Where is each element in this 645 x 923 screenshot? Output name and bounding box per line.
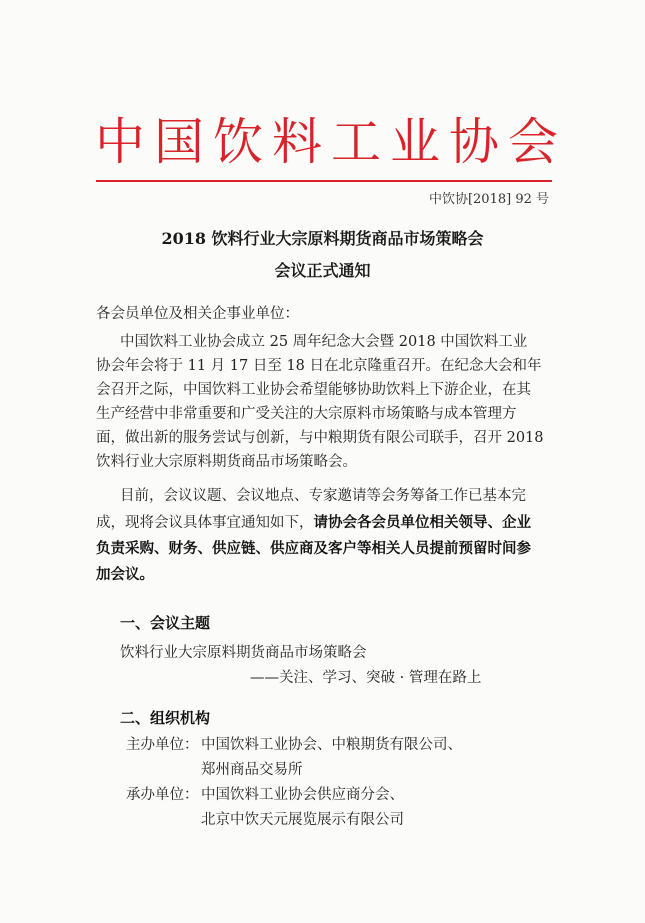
- notice-subtitle: 会议正式通知: [274, 261, 371, 280]
- section2-heading: 二、组织机构: [120, 709, 211, 727]
- organizer-line: 中国饮料工业协会供应商分会、: [201, 787, 404, 803]
- para2-line: 目前，会议议题、会议地点、专家邀请等会务筹备工作已基本完: [120, 488, 526, 504]
- para1-line: 生产经营中非常重要和广受关注的大宗原料市场策略与成本管理方: [96, 406, 517, 422]
- organizer-label: 承办单位：: [126, 787, 199, 803]
- para1-line: 中国饮料工业协会成立 25 周年纪念大会暨 2018 中国饮料工业: [120, 334, 528, 350]
- salutation: 各会员单位及相关企事业单位：: [96, 306, 299, 322]
- para2-normal-text: 成，现将会议具体事宜通知如下，: [96, 515, 314, 531]
- organizer-line: 北京中饮天元展览展示有限公司: [201, 812, 404, 828]
- para1-line: 饮料行业大宗原料期货商品市场策略会。: [96, 454, 357, 470]
- para2-bold-line: 加会议。: [96, 566, 154, 583]
- section1-heading: 一、会议主题: [120, 614, 211, 632]
- host-label: 主办单位：: [126, 737, 199, 753]
- para2-bold-text: 请协会各会员单位相关领导、企业: [313, 514, 531, 531]
- para1-line: 会召开之际，中国饮料工业协会希望能够协助饮料上下游企业，在其: [96, 382, 531, 398]
- meeting-theme-subtitle: ——关注、学习、突破 · 管理在路上: [250, 670, 482, 686]
- host-line: 中国饮料工业协会、中粮期货有限公司、: [201, 737, 462, 753]
- para2-line: [96, 511, 556, 536]
- para1-line: 协会年会将于 11 月 17 日至 18 日在北京隆重召开。在纪念大会和年: [96, 358, 542, 374]
- document-number: 中饮协[2018] 92 号: [428, 192, 549, 207]
- para2-bold-line: 负责采购、财务、供应链、供应商及客户等相关人员提前预留时间参: [96, 540, 531, 557]
- red-divider: [96, 180, 552, 182]
- host-line: 郑州商品交易所: [201, 762, 303, 778]
- meeting-theme: 饮料行业大宗原料期货商品市场策略会: [120, 645, 367, 661]
- para1-line: 面，做出新的服务尝试与创新，与中粮期货有限公司联手，召开 2018: [96, 430, 544, 446]
- org-title: 中国饮料工业协会: [95, 113, 567, 171]
- notice-title: 2018 饮料行业大宗原料期货商品市场策略会: [161, 229, 484, 248]
